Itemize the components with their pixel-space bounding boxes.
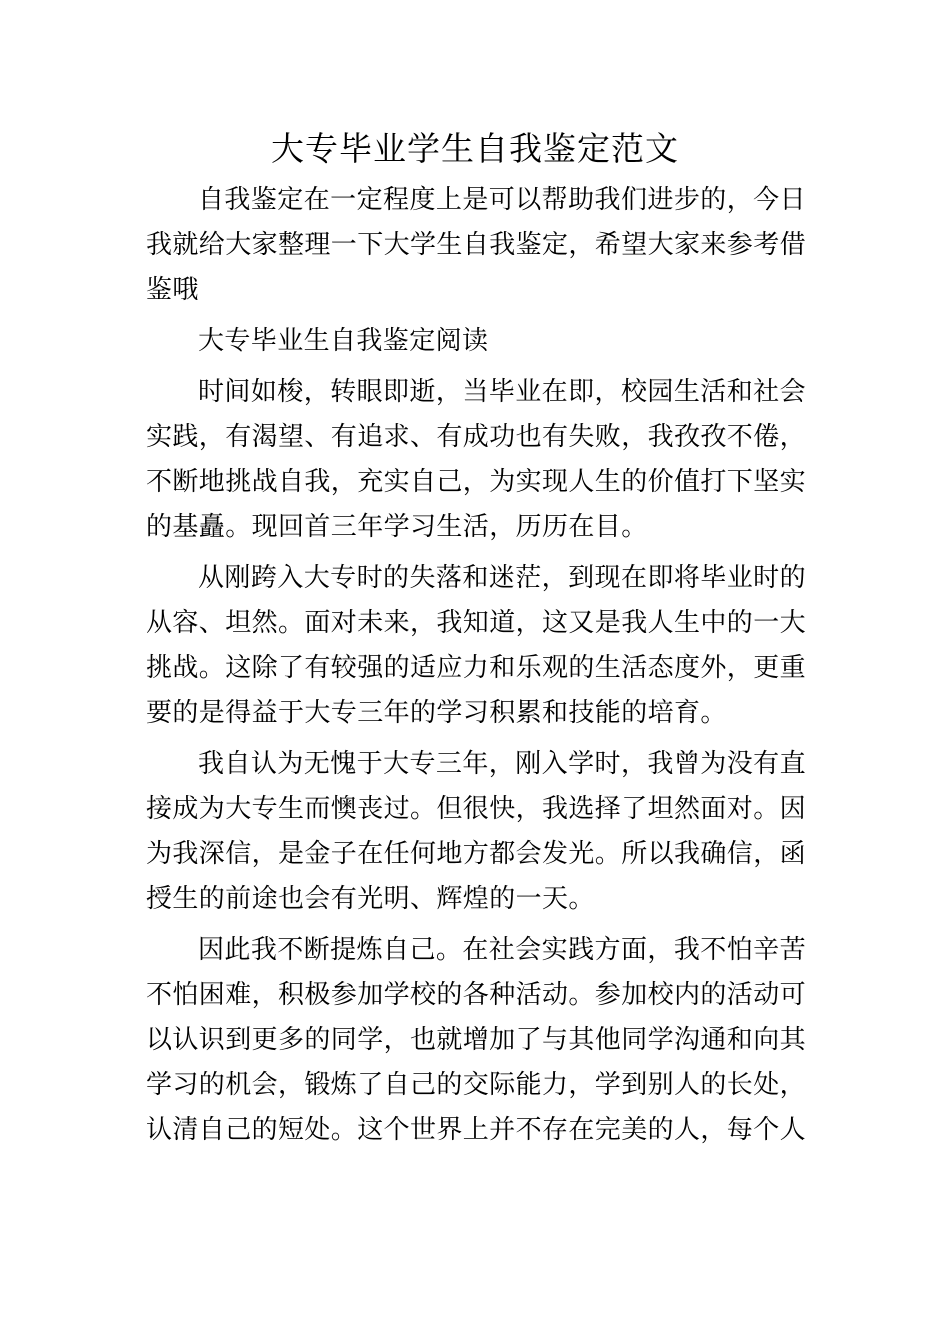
paragraph-3: 我自认为无愧于大专三年，刚入学时，我曾为没有直接成为大专生而懊丧过。但很快，我选择了坦然面对。因为我深信，是金子在任何地方都会发光。所以我确信，函授生的前途也会有光明、辉煌的一天。 [146, 749, 807, 914]
paragraph-2: 从刚跨入大专时的失落和迷茫，到现在即将毕业时的从容、坦然。面对未来，我知道，这又是我人生中的一大挑战。这除了有较强的适应力和乐观的生活态度外，更重要的是得益于大专三年的学习积累和技能的培育。 [146, 563, 807, 728]
paragraph-1: 时间如梭，转眼即逝，当毕业在即，校园生活和社会实践，有渴望、有追求、有成功也有失败，我孜孜不倦，不断地挑战自我，充实自己，为实现人生的价值打下坚实的基矗。现回首三年学习生活，历历在目。 [146, 377, 807, 542]
paragraph-intro: 自我鉴定在一定程度上是可以帮助我们进步的，今日我就给大家整理一下大学生自我鉴定，希望大家来参考借鉴哦 [146, 185, 807, 305]
paragraph-4: 因此我不断提炼自己。在社会实践方面，我不怕辛苦不怕困难，积极参加学校的各种活动。参加校内的活动可以认识到更多的同学，也就增加了与其他同学沟通和向其学习的机会，锻炼了自己的交际能力，学到别人的长处，认清自己的短处。这个世界上并不存在完美的人，每个人 [146, 935, 807, 1145]
document-body [146, 178, 806, 1153]
document-title: 大专毕业学生自我鉴定范文 [271, 129, 679, 168]
paragraph-subheading: 大专毕业生自我鉴定阅读 [198, 326, 489, 356]
